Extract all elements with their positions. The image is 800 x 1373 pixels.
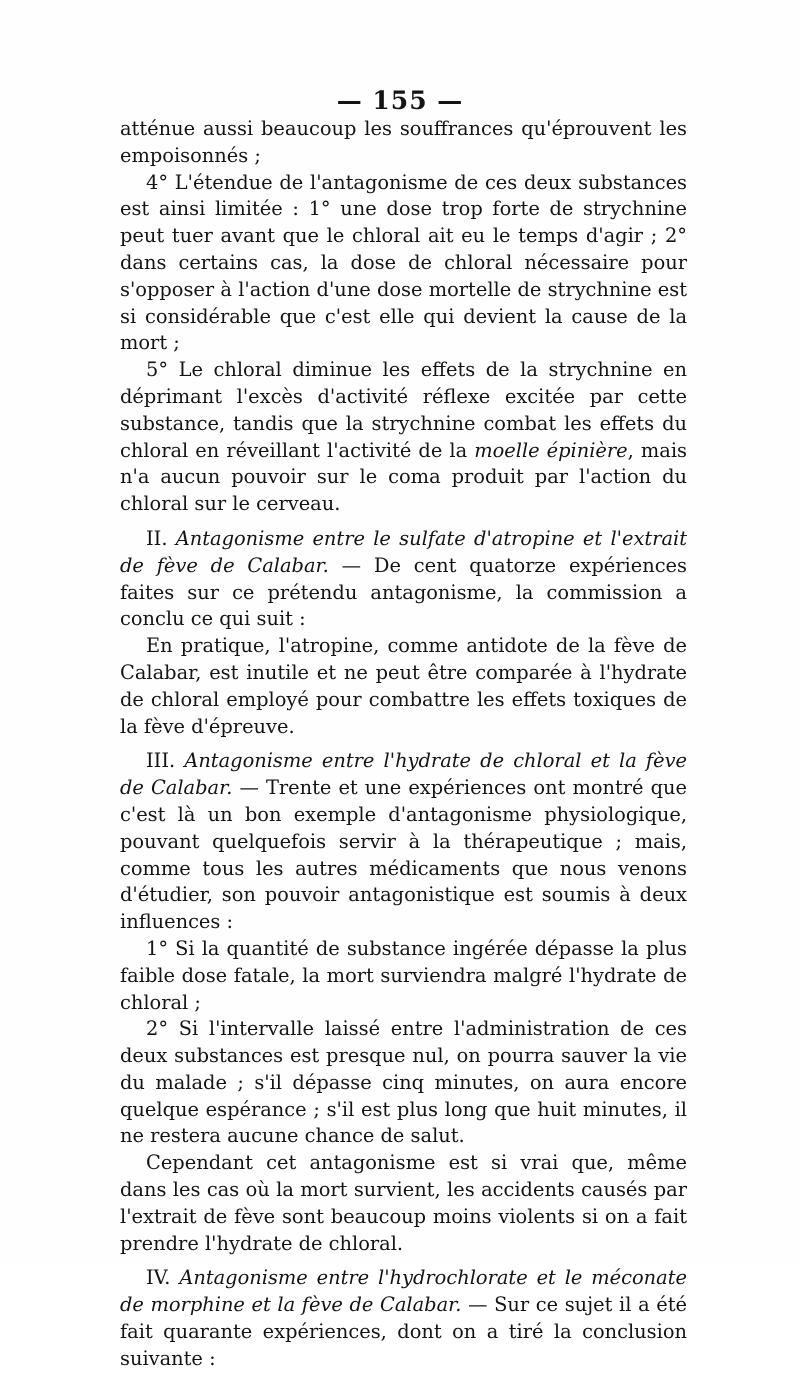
paragraph-influence-1: 1° Si la quantité de substance ingérée dépasse la plus faible dose fatale, la mort surviendra malgré l'hydrate de chloral ; xyxy=(120,936,687,1014)
section-ii-title: Antagonisme entre le sulfate d'atropine et l'extrait de fève de Calabar. xyxy=(120,526,687,577)
paragraph-point-5 xyxy=(120,357,687,518)
section-iv-number: IV. xyxy=(146,1266,171,1290)
section-iii xyxy=(120,748,687,936)
paragraph-atropine-conclusion: En pratique, l'atropine, comme antidote de la fève de Calabar, est inutile et ne peut être comparée à l'hydrate de chloral employé pour combattre les effets toxiques de la fève d'épreuve. xyxy=(120,634,687,738)
section-iv xyxy=(120,1265,687,1372)
section-iv-title: Antagonisme entre l'hydrochlorate et le méconate de morphine et la fève de Calabar. xyxy=(120,1266,687,1317)
section-ii-number: II. xyxy=(146,526,168,550)
paragraph-point-5-text-a: 5° Le chloral diminue les effets de la strychnine en déprimant l'excès d'activité réflexe excitée par cette substance, tandis que la strychnine combat les effets du chloral en réveillant l'activité de la xyxy=(120,358,687,462)
section-iii-text: — Trente et une expériences ont montré que c'est là un bon exemple d'antagonisme physiologique, pouvant quelquefois servir à la thérapeutique ; mais, comme tous les autres médicaments que nous venons d'étudier, son pouvoir antagonistique est soumis à deux influences : xyxy=(120,776,687,934)
paragraph-point-5-text-b: , mais n'a aucun pouvoir sur le coma produit par l'action du chloral sur le cerveau. xyxy=(120,438,687,516)
paragraph-influence-2: 2° Si l'intervalle laissé entre l'administration de ces deux substances est presque nul, on pourra sauver la vie du malade ; s'il dépasse cinq minutes, on aura encore quelque espérance ; s'il est plus long que huit minutes, il ne restera aucune chance de salut. xyxy=(120,1017,687,1148)
page-number: — 155 — xyxy=(336,86,464,115)
paragraph-point-4: 4° L'étendue de l'antagonisme de ces deux substances est ainsi limitée : 1° une dose trop forte de strychnine peut tuer avant que le chloral ait eu le temps d'agir ; 2° dans certains cas, la dose de chloral nécessaire pour s'opposer à l'action d'une dose mortelle de strychnine est si considérable que c'est elle qui devient la cause de la mort ; xyxy=(120,170,687,355)
body-text xyxy=(120,116,687,1373)
section-iv-text: — Sur ce sujet il a été fait quarante expériences, dont on a tiré la conclusion suivante : xyxy=(120,1293,687,1370)
section-iii-title: Antagonisme entre l'hydrate de chloral et la fève de Calabar. xyxy=(120,749,687,800)
paragraph-point-5-italic: moelle épinière xyxy=(474,438,628,462)
section-ii-text: — De cent quatorze expériences faites sur ce prétendu antagonisme, la commission a conclu ce qui suit : xyxy=(120,553,687,631)
section-ii xyxy=(120,526,687,633)
section-iii-number: III. xyxy=(146,749,176,773)
paragraph-cependant: Cependant cet antagonisme est si vrai que, même dans les cas où la mort survient, les accidents causés par l'extrait de fève sont beaucoup moins violents si on a fait prendre l'hydrate de chloral. xyxy=(120,1151,687,1255)
paragraph-continuation: atténue aussi beaucoup les souffrances qu'éprouvent les empoisonnés ; xyxy=(120,117,687,167)
